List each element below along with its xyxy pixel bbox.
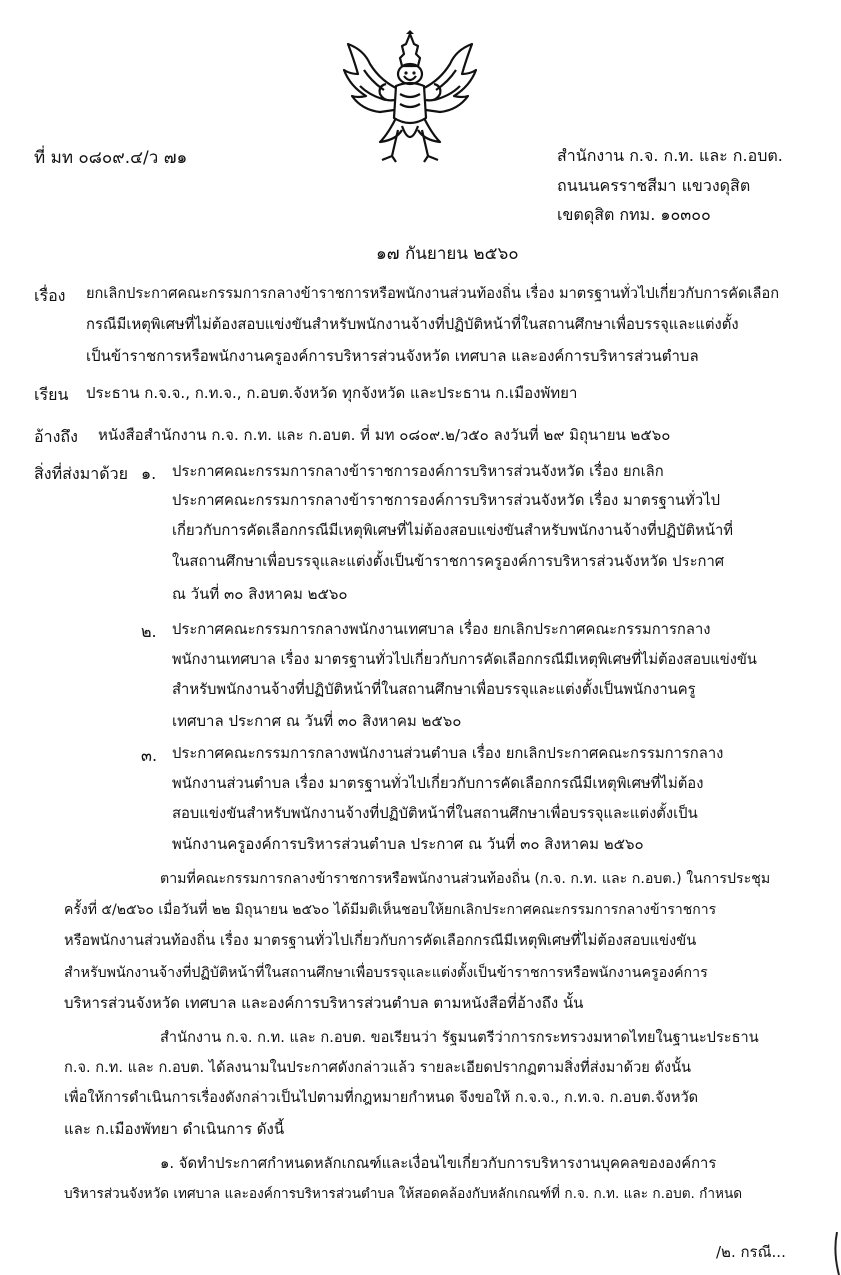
letter-date: ๑๗ กันยายน ๒๕๖๐	[376, 244, 519, 264]
enclosure-1-line-3: เกี่ยวกับการคัดเลือกกรณีมีเหตุพิเศษที่ไม่ต้องสอบแข่งขันสำหรับพนักงานจ้างที่ปฏิบัติหน้าที่	[172, 522, 734, 539]
sender-address-line-1: สำนักงาน ก.จ. ก.ท. และ ก.อบต.	[557, 146, 783, 165]
enclosure-3-line-2: พนักงานส่วนตำบล เรื่อง มาตรฐานทั่วไปเกี่ยวกับการคัดเลือกกรณีมีเหตุพิเศษที่ไม่ต้อง	[172, 775, 704, 792]
enclosure-3-line-3: สอบแข่งขันสำหรับพนักงานจ้างที่ปฏิบัติหน้าที่ในสถานศึกษาเพื่อบรรจุและแต่งตั้งเป็น	[172, 805, 698, 822]
body-paragraph-1-line-3: หรือพนักงานส่วนท้องถิ่น เรื่อง มาตรฐานทั่วไปเกี่ยวกับการคัดเลือกกรณีมีเหตุพิเศษที่ไม่ต้องสอบแข่งขัน	[64, 932, 697, 949]
reference-label: อ้างถึง	[34, 427, 78, 446]
body-paragraph-1-line-2: ครั้งที่ ๕/๒๕๖๐ เมื่อวันที่ ๒๒ มิถุนายน ๒๕๖๐ ได้มีมติเห็นชอบให้ยกเลิกประกาศคณะกรรมการกลางข้าราชการ	[64, 902, 717, 918]
enclosure-1-line-5: ณ วันที่ ๓๐ สิงหาคม ๒๕๖๐	[172, 585, 348, 603]
garuda-emblem	[340, 30, 480, 168]
enclosure-3-line-1: ประกาศคณะกรรมการกลางพนักงานส่วนตำบล เรื่อง ยกเลิกประกาศคณะกรรมการกลาง	[172, 745, 724, 762]
recipient-text: ประธาน ก.จ.จ., ก.ท.จ., ก.อบต.จังหวัด ทุกจังหวัด และประธาน ก.เมืองพัทยา	[86, 384, 578, 402]
enclosure-3-line-4: พนักงานครูองค์การบริหารส่วนตำบล ประกาศ ณ วันที่ ๓๐ สิงหาคม ๒๕๖๐	[172, 835, 644, 853]
body-paragraph-1-line-1: ตามที่คณะกรรมการกลางข้าราชการหรือพนักงานส่วนท้องถิ่น (ก.จ. ก.ท. และ ก.อบต.) ในการประชุม	[160, 871, 771, 887]
body-paragraph-2-line-1: สำนักงาน ก.จ. ก.ท. และ ก.อบต. ขอเรียนว่า รัฐมนตรีว่าการกระทรวงมหาดไทยในฐานะประธาน	[160, 1029, 759, 1046]
enclosure-2-line-1: ประกาศคณะกรรมการกลางพนักงานเทศบาล เรื่อง ยกเลิกประกาศคณะกรรมการกลาง	[172, 621, 711, 638]
reference-text: หนังสือสำนักงาน ก.จ. ก.ท. และ ก.อบต. ที่ มท ๐๘๐๙.๒/ว๕๐ ลงวันที่ ๒๙ มิถุนายน ๒๕๖๐	[98, 426, 671, 444]
scan-edge-mark	[825, 1232, 841, 1275]
recipient-label: เรียน	[34, 385, 69, 404]
sender-address-line-2: ถนนนครราชสีมา แขวงดุสิต	[557, 176, 751, 195]
subject-label: เรื่อง	[34, 286, 66, 305]
enclosure-2-line-2: พนักงานเทศบาล เรื่อง มาตรฐานทั่วไปเกี่ยวกับการคัดเลือกกรณีมีเหตุพิเศษที่ไม่ต้องสอบแข่งขัน	[172, 651, 757, 668]
body-paragraph-3-line-2: บริหารส่วนจังหวัด เทศบาล และองค์การบริหารส่วนตำบล ให้สอดคล้องกับหลักเกณฑ์ที่ ก.จ. ก.ท. และ ก.อบต. กำหนด	[64, 1186, 743, 1202]
body-paragraph-3-line-1: ๑. จัดทำประกาศกำหนดหลักเกณฑ์และเงื่อนไขเกี่ยวกับการบริหารงานบุคคลขององค์การ	[160, 1155, 717, 1172]
enclosure-2-line-3: สำหรับพนักงานจ้างที่ปฏิบัติหน้าที่ในสถานศึกษาเพื่อบรรจุและแต่งตั้งเป็นพนักงานครู	[172, 681, 696, 698]
enclosure-1-number: ๑.	[141, 464, 157, 483]
body-paragraph-1-line-4: สำหรับพนักงานจ้างที่ปฏิบัติหน้าที่ในสถานศึกษาเพื่อบรรจุและแต่งตั้งเป็นข้าราชการหรือพนักงานครูองค์การ	[64, 965, 708, 981]
enclosure-1-line-4: ในสถานศึกษาเพื่อบรรจุและแต่งตั้งเป็นข้าราชการครูองค์การบริหารส่วนจังหวัด ประกาศ	[172, 553, 725, 570]
sender-address-line-3: เขตดุสิต กทม. ๑๐๓๐๐	[557, 205, 711, 224]
subject-line-1: ยกเลิกประกาศคณะกรรมการกลางข้าราชการหรือพนักงานส่วนท้องถิ่น เรื่อง มาตรฐานทั่วไปเกี่ยวกับการคัดเลือก	[86, 285, 780, 302]
enclosure-1-line-1: ประกาศคณะกรรมการกลางข้าราชการองค์การบริหารส่วนจังหวัด เรื่อง ยกเลิก	[172, 463, 664, 480]
subject-line-2: กรณีมีเหตุพิเศษที่ไม่ต้องสอบแข่งขันสำหรับพนักงานจ้างที่ปฏิบัติหน้าที่ในสถานศึกษาเพื่อบรรจุและแต่งตั้ง	[86, 316, 739, 333]
body-paragraph-2-line-4: และ ก.เมืองพัทยา ดำเนินการ ดังนี้	[64, 1120, 285, 1138]
reference-number: ที่ มท ๐๘๐๙.๔/ว ๗๑	[34, 148, 188, 168]
enclosure-2-number: ๒.	[141, 622, 157, 641]
enclosures-label: สิ่งที่ส่งมาด้วย	[34, 464, 128, 483]
enclosure-2-line-4: เทศบาล ประกาศ ณ วันที่ ๓๐ สิงหาคม ๒๕๖๐	[172, 712, 462, 730]
enclosure-3-number: ๓.	[141, 746, 158, 765]
body-paragraph-2-line-2: ก.จ. ก.ท. และ ก.อบต. ได้ลงนามในประกาศดังกล่าวแล้ว รายละเอียดปรากฏตามสิ่งที่ส่งมาด้วย ดังนั้น	[64, 1059, 692, 1076]
body-paragraph-2-line-3: เพื่อให้การดำเนินการเรื่องดังกล่าวเป็นไปตามที่กฎหมายกำหนด จึงขอให้ ก.จ.จ., ก.ท.จ. ก.อบต.จังหวัด	[64, 1089, 699, 1106]
enclosure-1-line-2: ประกาศคณะกรรมการกลางข้าราชการองค์การบริหารส่วนจังหวัด เรื่อง มาตรฐานทั่วไป	[172, 492, 721, 509]
continuation-marker: /๒. กรณี...	[716, 1243, 786, 1261]
body-paragraph-1-line-5: บริหารส่วนจังหวัด เทศบาล และองค์การบริหารส่วนตำบล ตามหนังสือที่อ้างถึง นั้น	[64, 994, 584, 1012]
subject-line-3: เป็นข้าราชการหรือพนักงานครูองค์การบริหารส่วนจังหวัด เทศบาล และองค์การบริหารส่วนตำบล	[86, 347, 699, 365]
